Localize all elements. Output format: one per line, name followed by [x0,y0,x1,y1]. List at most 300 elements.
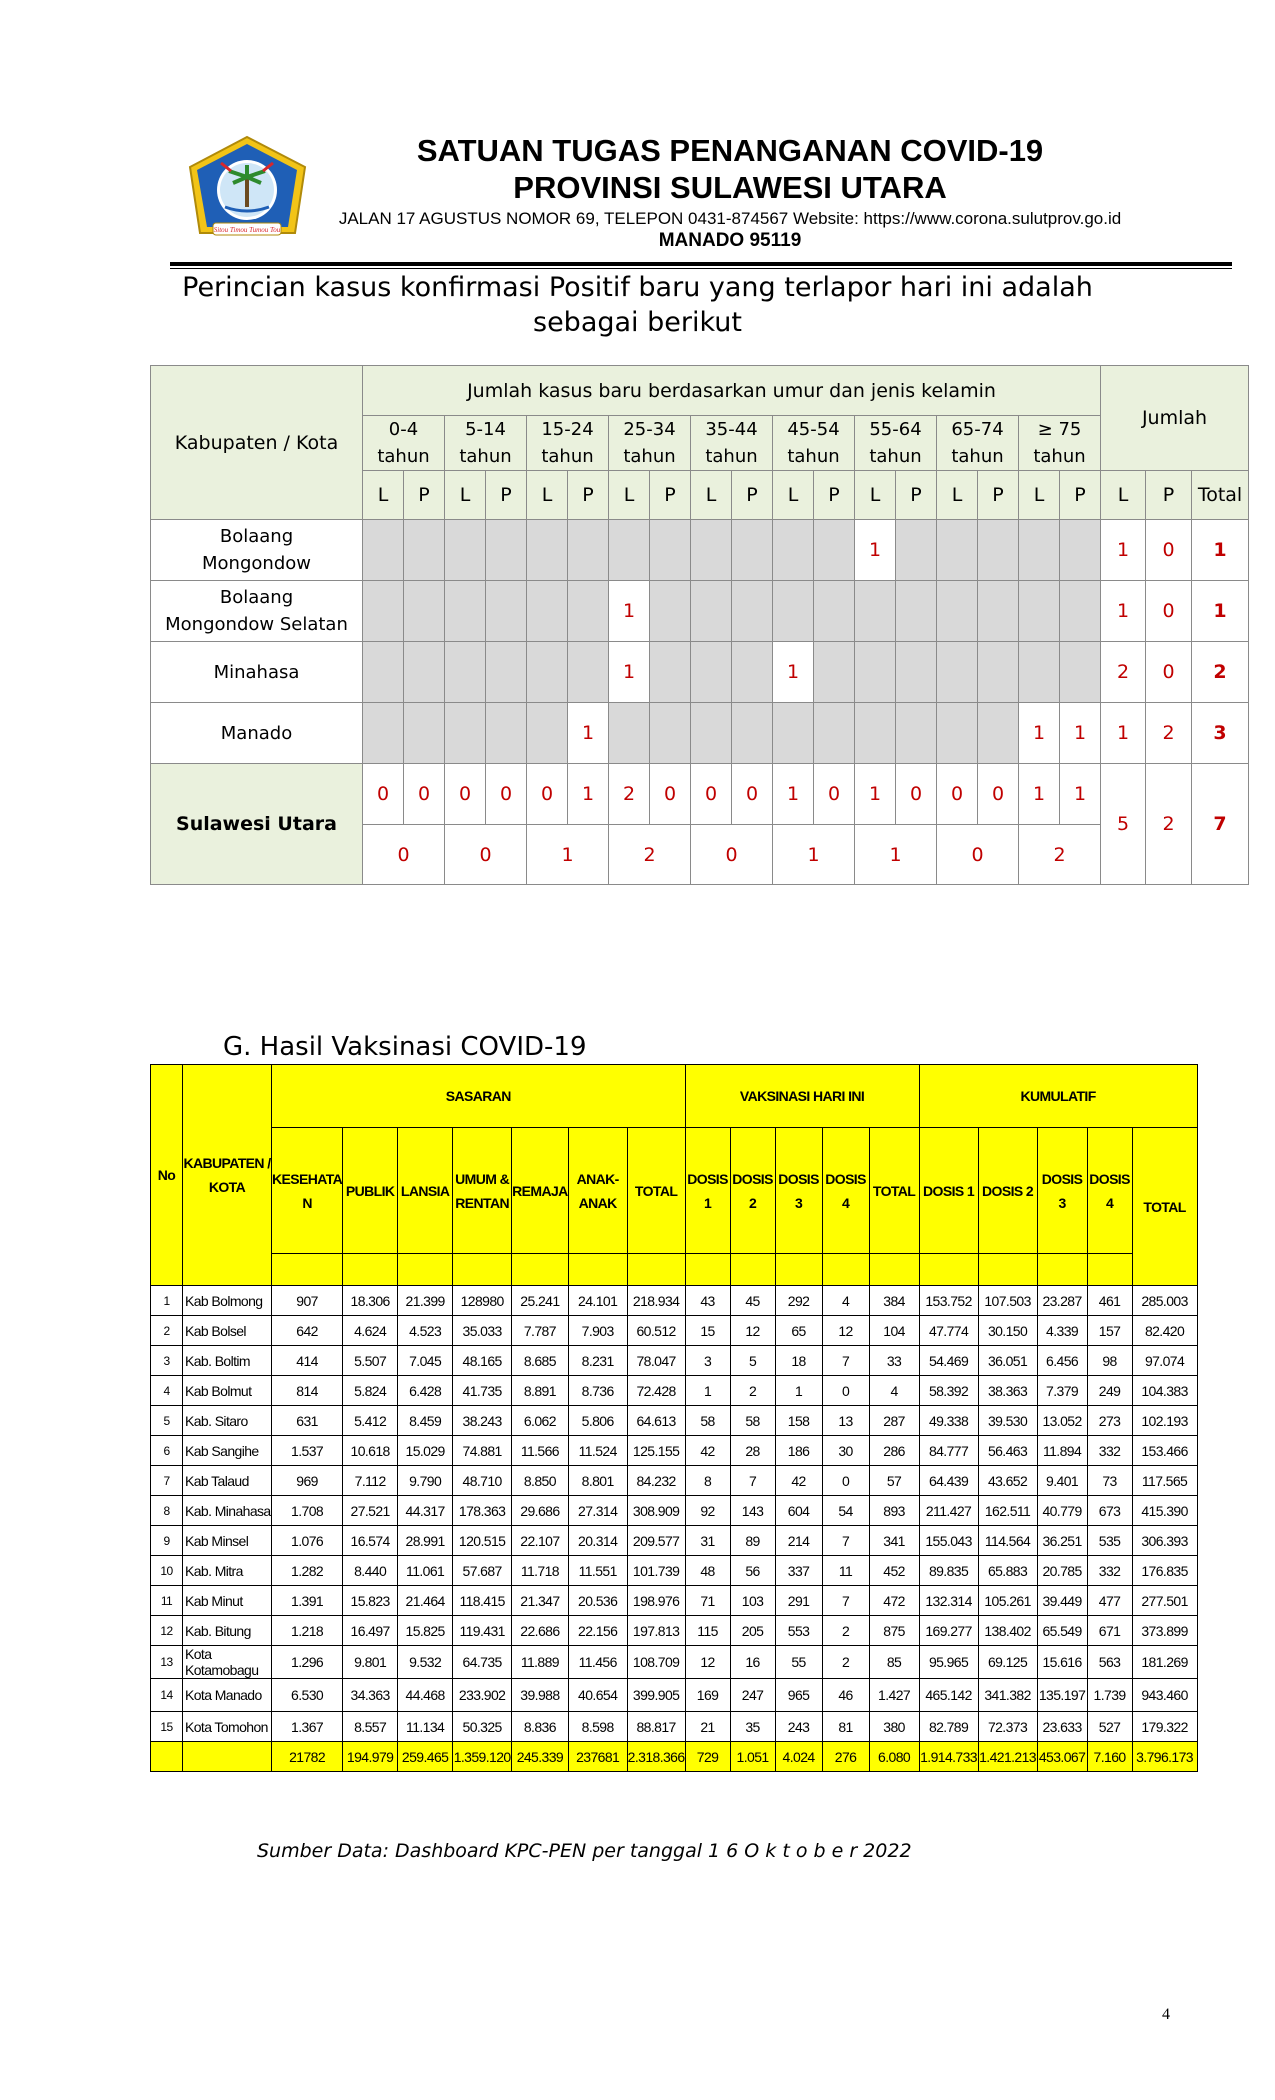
kabupaten-name: Kab. Minahasa [183,1496,272,1526]
vacc-total-value: 1.914.733 [919,1742,978,1772]
total-l: 1 [1101,520,1146,581]
kabupaten-name: Kab Bolmong [183,1286,272,1316]
summary-age-cell: 0 [363,825,445,885]
vacc-value: 22.686 [512,1616,569,1646]
case-cell [691,642,732,703]
vacc-value: 11.524 [568,1436,627,1466]
summary-age-cell: 1 [855,825,937,885]
sasaran-col-label: ANAK [578,1194,617,1211]
summary-age-cell: 0 [691,825,773,885]
summary-age-cell: 0 [937,825,1019,885]
vacc-value: 81 [822,1712,869,1742]
case-cell [527,642,568,703]
kabupaten-name: Kab. Boltim [183,1346,272,1376]
kum-col-header: DOSIS 2 [978,1128,1037,1254]
vacc-value: 186 [775,1436,822,1466]
vacc-value: 9.401 [1037,1466,1087,1496]
header-blank-cell [775,1254,822,1286]
case-cell [814,520,855,581]
row-number: 6 [151,1436,183,1466]
case-cell [1019,520,1060,581]
vacc-value: 1.076 [272,1526,343,1556]
logo-motto: Sitou Timou Tumou Tou [213,226,281,234]
vacc-value: 23.633 [1037,1712,1087,1742]
vacc-value: 40.779 [1037,1496,1087,1526]
vacc-value: 47.774 [919,1316,978,1346]
vacc-row [151,1616,1198,1646]
vacc-value: 292 [775,1286,822,1316]
vacc-value: 153.466 [1132,1436,1197,1466]
sasaran-col-label: LANSIA [400,1182,450,1199]
age-group-label: 55-64 [869,419,922,440]
vacc-total-value: 3.796.173 [1132,1742,1197,1772]
vacc-value: 8 [685,1466,730,1496]
header-blank-cell [822,1254,869,1286]
case-cell [896,520,937,581]
vacc-value: 4.339 [1037,1316,1087,1346]
vacc-value: 114.564 [978,1526,1037,1556]
vacc-value: 477 [1087,1586,1132,1616]
case-cell [896,581,937,642]
vacc-value: 308.909 [627,1496,685,1526]
vacc-value: 48 [685,1556,730,1586]
age-group-label: 15-24 [541,419,594,440]
vacc-value: 36.051 [978,1346,1037,1376]
vacc-value: 291 [775,1586,822,1616]
sex-header-p: P [486,471,527,520]
vacc-value: 6.456 [1037,1346,1087,1376]
case-cell [404,703,445,764]
sex-header-p: P [404,471,445,520]
total-l: 1 [1101,703,1146,764]
summary-sex-cell: 0 [404,764,445,825]
header-blank-cell [919,1254,978,1286]
case-cell [773,581,814,642]
vacc-value: 103 [730,1586,775,1616]
vacc-value: 43 [685,1286,730,1316]
vacc-value: 54.469 [919,1346,978,1376]
region-name-line: Mongondow [202,553,311,574]
header-blank-cell [453,1254,512,1286]
intro-text [150,270,1125,340]
row-number: 14 [151,1679,183,1712]
intro-line: sebagai berikut [533,307,742,338]
vaks-hari-ini-header: VAKSINASI HARI INI [685,1065,919,1128]
case-cell [527,581,568,642]
vacc-row [151,1712,1198,1742]
header-blank-cell [730,1254,775,1286]
vacc-value: 7.379 [1037,1376,1087,1406]
vacc-value: 155.043 [919,1526,978,1556]
case-cell [486,703,527,764]
summary-sex-cell: 1 [855,764,896,825]
case-cell [773,703,814,764]
header-divider-thin [170,268,1232,269]
region-row [151,642,1249,703]
vacc-value: 58 [685,1406,730,1436]
case-cell [527,520,568,581]
sasaran-col-label: KESEHATA [272,1170,343,1187]
vacc-value: 8.685 [512,1346,569,1376]
vacc-value: 16.497 [343,1616,398,1646]
vacc-value: 6.428 [398,1376,453,1406]
vacc-value: 197.813 [627,1616,685,1646]
case-cell [1019,642,1060,703]
total-header: Jumlah [1101,366,1249,471]
sex-header-l: L [609,471,650,520]
vacc-value: 22.107 [512,1526,569,1556]
region-name-line: Manado [220,722,293,744]
vacc-value: 12 [730,1316,775,1346]
case-cell: 1 [568,703,609,764]
age-group-label: tahun [623,446,676,467]
total-sub-header: L [1101,471,1146,520]
vacc-total-row [151,1742,1198,1772]
summary-sex-cell: 0 [691,764,732,825]
kabupaten-name: Kota Kotamobagu [183,1646,272,1679]
vacc-value: 82.420 [1132,1316,1197,1346]
vacc-value: 169 [685,1679,730,1712]
vacc-value: 285.003 [1132,1286,1197,1316]
vacc-total-value: 245.339 [512,1742,569,1772]
vacc-value: 181.269 [1132,1646,1197,1679]
vacc-value: 58.392 [919,1376,978,1406]
vacc-value: 5 [730,1346,775,1376]
vacc-value: 527 [1087,1712,1132,1742]
row-number: 13 [151,1646,183,1679]
vacc-value: 341.382 [978,1679,1037,1712]
vacc-value: 535 [1087,1526,1132,1556]
case-cell [445,703,486,764]
kabupaten-name: Kota Manado [183,1679,272,1712]
summary-age-cell: 0 [445,825,527,885]
vacc-value: 384 [869,1286,919,1316]
vacc-value: 8.231 [568,1346,627,1376]
vacc-value: 21 [685,1712,730,1742]
kabupaten-name: Kab Bolsel [183,1316,272,1346]
vacc-value: 21.347 [512,1586,569,1616]
case-cell [937,581,978,642]
vacc-total-value: 7.160 [1087,1742,1132,1772]
case-cell: 1 [855,520,896,581]
vacc-value: 15.029 [398,1436,453,1466]
vacc-row [151,1586,1198,1616]
vacc-value: 24.101 [568,1286,627,1316]
case-cell [1060,581,1101,642]
vacc-value: 22.156 [568,1616,627,1646]
case-cell [404,520,445,581]
vacc-value: 143 [730,1496,775,1526]
vacc-value: 8.736 [568,1376,627,1406]
vacc-value: 44.468 [398,1679,453,1712]
vacc-value: 631 [272,1406,343,1436]
vacc-total-value: 1.421.213 [978,1742,1037,1772]
vacc-total-value: 2.318.366 [627,1742,685,1772]
vacc-value: 8.836 [512,1712,569,1742]
summary-sex-cell: 1 [1060,764,1101,825]
header-blank-cell [398,1254,453,1286]
vacc-value: 11.889 [512,1646,569,1679]
summary-age-cell: 1 [773,825,855,885]
case-cell [691,703,732,764]
vacc-value: 1 [685,1376,730,1406]
vacc-value: 82.789 [919,1712,978,1742]
vacc-value: 33 [869,1346,919,1376]
vacc-value: 64.439 [919,1466,978,1496]
vacc-row [151,1646,1198,1679]
summary-sex-cell: 1 [1019,764,1060,825]
age-group-label: tahun [459,446,512,467]
vacc-value: 78.047 [627,1346,685,1376]
vacc-value: 92 [685,1496,730,1526]
vacc-value: 157 [1087,1316,1132,1346]
vacc-value: 205 [730,1616,775,1646]
kum-col-header: DOSIS 1 [919,1128,978,1254]
vacc-value: 30.150 [978,1316,1037,1346]
header-blank-cell [1087,1254,1132,1286]
vacc-value: 88.817 [627,1712,685,1742]
new-cases-table [150,365,1249,885]
vacc-value: 23.287 [1037,1286,1087,1316]
vacc-value: 73 [1087,1466,1132,1496]
age-group-label: 5-14 [465,419,506,440]
case-cell [650,703,691,764]
case-cell [1060,520,1101,581]
vacc-value: 107.503 [978,1286,1037,1316]
kabupaten-name: Kab Minsel [183,1526,272,1556]
vacc-value: 42 [685,1436,730,1466]
vacc-total-value: 729 [685,1742,730,1772]
sex-header-p: P [732,471,773,520]
vacc-value: 1.367 [272,1712,343,1742]
hari-col-header: DOSIS 2 [730,1128,775,1254]
row-number: 4 [151,1376,183,1406]
vacc-value: 54 [822,1496,869,1526]
summary-sex-cell: 0 [363,764,404,825]
vacc-value: 1.296 [272,1646,343,1679]
kab-header-line: KABUPATEN / [183,1155,271,1171]
vacc-total-value: 6.080 [869,1742,919,1772]
kum-col-header: TOTAL [1132,1128,1197,1286]
vacc-value: 28.991 [398,1526,453,1556]
vacc-value: 15.616 [1037,1646,1087,1679]
vacc-value: 128980 [453,1286,512,1316]
case-cell [1019,581,1060,642]
vacc-value: 5.507 [343,1346,398,1376]
sex-header-p: P [814,471,855,520]
summary-region: Sulawesi Utara [151,764,363,885]
age-group-label: ≥ 75 [1037,419,1082,440]
vacc-value: 604 [775,1496,822,1526]
total-p: 0 [1146,520,1192,581]
vacc-row [151,1496,1198,1526]
vacc-value: 337 [775,1556,822,1586]
row-number: 1 [151,1286,183,1316]
vacc-value: 233.902 [453,1679,512,1712]
case-cell [650,642,691,703]
vacc-value: 875 [869,1616,919,1646]
vacc-value: 472 [869,1586,919,1616]
vacc-value: 13 [822,1406,869,1436]
summary-sex-cell: 1 [568,764,609,825]
vacc-value: 642 [272,1316,343,1346]
vacc-value: 1.391 [272,1586,343,1616]
case-cell [896,642,937,703]
vacc-value: 1 [775,1376,822,1406]
vacc-value: 969 [272,1466,343,1496]
vacc-value: 97.074 [1132,1346,1197,1376]
vacc-value: 11.456 [568,1646,627,1679]
vacc-value: 104.383 [1132,1376,1197,1406]
vacc-value: 218.934 [627,1286,685,1316]
case-cell [568,520,609,581]
vacc-value: 11.061 [398,1556,453,1586]
vacc-value: 85 [869,1646,919,1679]
header-blank-cell [627,1254,685,1286]
vacc-value: 209.577 [627,1526,685,1556]
case-cell [486,520,527,581]
case-cell [978,581,1019,642]
vacc-value: 30 [822,1436,869,1466]
vacc-value: 8.891 [512,1376,569,1406]
vacc-value: 6.530 [272,1679,343,1712]
vacc-value: 27.314 [568,1496,627,1526]
age-group-label: 35-44 [705,419,758,440]
vacc-value: 10.618 [343,1436,398,1466]
vacc-value: 8.440 [343,1556,398,1586]
vacc-value: 39.449 [1037,1586,1087,1616]
sasaran-col-header [272,1128,343,1254]
vacc-value: 65.549 [1037,1616,1087,1646]
vacc-value: 48.710 [453,1466,512,1496]
vacc-value: 8.557 [343,1712,398,1742]
case-cell [568,581,609,642]
case-cell [732,520,773,581]
summary-sex-cell: 1 [773,764,814,825]
vacc-value: 40.654 [568,1679,627,1712]
case-cell: 1 [773,642,814,703]
vacc-value: 11 [822,1556,869,1586]
kum-col-header: DOSIS 4 [1087,1128,1132,1254]
case-cell [937,520,978,581]
vacc-value: 27.521 [343,1496,398,1526]
no-header: No [151,1065,183,1286]
row-number: 15 [151,1712,183,1742]
vacc-value: 1.282 [272,1556,343,1586]
vacc-value: 64.735 [453,1646,512,1679]
age-group-label: tahun [787,446,840,467]
vacc-total-value: 1.051 [730,1742,775,1772]
total-p: 0 [1146,642,1192,703]
vacc-value: 11.134 [398,1712,453,1742]
vacc-value: 7.787 [512,1316,569,1346]
case-cell: 1 [609,642,650,703]
age-group-label: tahun [705,446,758,467]
vacc-value: 20.536 [568,1586,627,1616]
region-row [151,703,1249,764]
case-cell [1060,642,1101,703]
province-emblem-logo [185,135,310,250]
vacc-total-value: 259.465 [398,1742,453,1772]
vacc-value: 179.322 [1132,1712,1197,1742]
kabupaten-name: Kab Bolmut [183,1376,272,1406]
case-cell [445,581,486,642]
vacc-value: 4.523 [398,1316,453,1346]
total-p: 0 [1146,581,1192,642]
age-group-label: tahun [869,446,922,467]
vaccination-table [150,1064,1198,1772]
vacc-value: 46 [822,1679,869,1712]
sasaran-col-label: TOTAL [634,1182,678,1199]
sex-header-p: P [896,471,937,520]
vacc-value: 58 [730,1406,775,1436]
summary-sex-cell: 0 [650,764,691,825]
vacc-value: 1.218 [272,1616,343,1646]
vacc-value: 893 [869,1496,919,1526]
sasaran-col-label: UMUM & [455,1170,510,1187]
vacc-value: 277.501 [1132,1586,1197,1616]
age-group-label: 0-4 [388,419,419,440]
vacc-value: 9.532 [398,1646,453,1679]
region-name-line: Bolaang [219,587,294,608]
vacc-value: 341 [869,1526,919,1556]
region-name-line: Mongondow Selatan [165,614,348,635]
vacc-value: 8.598 [568,1712,627,1742]
summary-sex-cell: 0 [814,764,855,825]
sasaran-col-label: PUBLIK [345,1182,395,1199]
vacc-value: 104 [869,1316,919,1346]
case-cell [896,703,937,764]
vacc-total-value: 237681 [568,1742,627,1772]
vacc-value: 35.033 [453,1316,512,1346]
vacc-value: 138.402 [978,1616,1037,1646]
sasaran-header: SASARAN [272,1065,686,1128]
region-row [151,520,1249,581]
case-cell [650,581,691,642]
row-number: 9 [151,1526,183,1556]
vacc-value: 117.565 [1132,1466,1197,1496]
total-all: 1 [1192,520,1249,581]
summary-sex-cell: 0 [896,764,937,825]
sasaran-col-header [512,1128,569,1254]
vacc-value: 18.306 [343,1286,398,1316]
vacc-value: 671 [1087,1616,1132,1646]
case-cell [855,703,896,764]
vacc-value: 380 [869,1712,919,1742]
summary-row [151,764,1249,825]
total-p: 2 [1146,703,1192,764]
kabupaten-name: Kab Sangihe [183,1436,272,1466]
case-cell [937,703,978,764]
vacc-value: 60.512 [627,1316,685,1346]
sasaran-col-header [568,1128,627,1254]
vacc-value: 7.112 [343,1466,398,1496]
vacc-value: 12 [822,1316,869,1346]
vacc-value: 2 [822,1646,869,1679]
region-name [151,581,363,642]
vacc-value: 158 [775,1406,822,1436]
sex-header-p: P [978,471,1019,520]
vacc-value: 2 [730,1376,775,1406]
vacc-value: 6.062 [512,1406,569,1436]
row-number: 11 [151,1586,183,1616]
vacc-value: 57.687 [453,1556,512,1586]
vacc-value: 45 [730,1286,775,1316]
summary-sex-cell: 0 [445,764,486,825]
vacc-value: 15.825 [398,1616,453,1646]
vacc-value: 11.551 [568,1556,627,1586]
vacc-value: 98 [1087,1346,1132,1376]
